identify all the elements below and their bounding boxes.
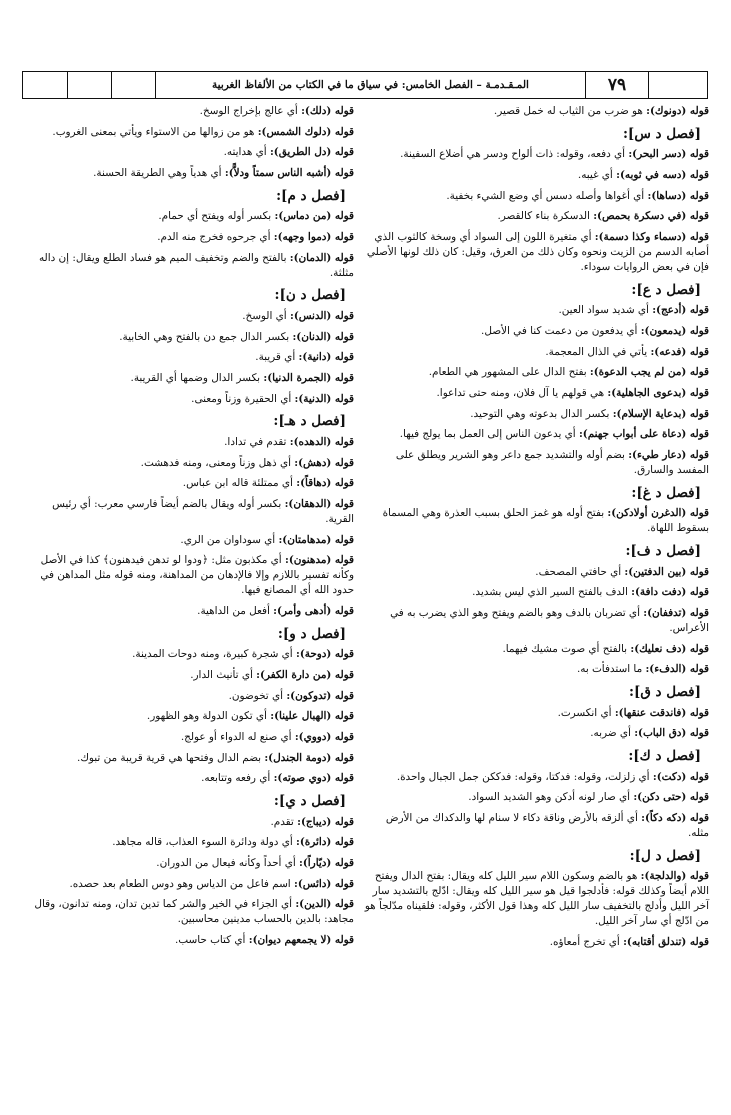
- glossary-entry: [21, 751, 354, 766]
- entry-term: قوله (دعاة على أبواب جهنم):: [578, 428, 709, 441]
- entry-definition: أي ذهل وزناً ومعنى، ومنه فدهشت.: [140, 456, 295, 469]
- entry-definition: اسم فاعل من الدياس وهو دوس الطعام بعد حصده.: [69, 877, 294, 890]
- glossary-entry: [364, 189, 709, 204]
- section-heading: [فصل د م]:: [276, 187, 346, 204]
- entry-term: قوله (دل الطريق):: [269, 146, 354, 159]
- header-cell-empty: [649, 72, 706, 98]
- entry-term: قوله (مدهامتان):: [278, 533, 354, 546]
- glossary-entry: [21, 877, 354, 892]
- entry-term: قوله (دوحة):: [296, 648, 354, 661]
- entry-definition: أي ضربه.: [590, 727, 635, 740]
- entry-definition: بفتح أوله هو غمز الحلق بسبب العذرة وهي المسماة بسقوط اللهاة.: [382, 507, 709, 535]
- glossary-entry: [21, 730, 354, 745]
- section-heading: [فصل د س]:: [622, 125, 701, 142]
- entry-definition: بضم الدال وفتحها هي قرية قريبة من تبوك.: [77, 751, 265, 764]
- glossary-entry: [364, 365, 709, 380]
- entry-term: قوله (فدعه):: [650, 345, 709, 358]
- entry-definition: أي دفعه، وقوله: ذات ألواح ودسر هي أضلاع السفينة.: [400, 148, 629, 161]
- entry-term: قوله (والدلجة):: [640, 870, 709, 883]
- entry-term: قوله (الدنس):: [289, 309, 354, 322]
- glossary-entry: [21, 476, 354, 491]
- glossary-entry: [21, 350, 354, 365]
- glossary-entry: [21, 104, 354, 119]
- glossary-entry: [21, 689, 354, 704]
- glossary-entry: [364, 726, 709, 741]
- entry-definition: أي تكون الدولة وهو الظهور.: [146, 710, 271, 723]
- glossary-entry: [364, 324, 709, 339]
- glossary-entry: [364, 147, 709, 162]
- entry-definition: بفتح الدال على المشهور هي الطعام.: [428, 366, 590, 379]
- glossary-entry: [21, 251, 354, 281]
- entry-definition: تقدم.: [270, 815, 298, 828]
- entry-term: قوله (الدغرن أولادكن):: [607, 507, 709, 520]
- entry-term: قوله (مدهنون):: [285, 554, 354, 567]
- entry-definition: أي دولة ودائرة السوء العذاب، قاله مجاهد.: [112, 836, 297, 849]
- header-cell-empty: [68, 72, 112, 98]
- entry-term: قوله (دعار طيء):: [628, 449, 709, 462]
- entry-term: قوله (دسر البحر):: [628, 148, 709, 161]
- glossary-entry: [21, 371, 354, 386]
- entry-definition: بضم أوله والتشديد جمع داعر وهو الشرير ويطلق على المفسد والسارق.: [395, 449, 709, 477]
- entry-definition: الدف بالفتح السير الذي ليس بشديد.: [472, 586, 632, 599]
- entry-definition: أي أغواها وأصله دسس أي وضع الشيء بخفية.: [446, 189, 648, 202]
- glossary-entry: [21, 533, 354, 548]
- glossary-entry: [21, 230, 354, 245]
- section-heading: [فصل د غ]:: [631, 484, 701, 501]
- glossary-entry: [364, 565, 709, 580]
- entry-definition: يأتي في الذال المعجمة.: [545, 345, 651, 358]
- glossary-entry: [21, 435, 354, 450]
- entry-term: قوله (الدهقان):: [284, 497, 354, 510]
- glossary-entry: [21, 309, 354, 324]
- entry-term: قوله (بين الدفتين):: [624, 565, 709, 578]
- entry-definition: أي تخرج أمعاؤه.: [549, 936, 624, 949]
- entry-term: قوله (دف نعليك):: [630, 642, 709, 655]
- glossary-entry: [21, 647, 354, 662]
- glossary-entry: [364, 448, 709, 478]
- header-cell-empty: [112, 72, 156, 98]
- entry-term: قوله (دومة الجندل):: [264, 751, 354, 764]
- entry-term: قوله (من دارة الكفر):: [256, 669, 354, 681]
- entry-term: قوله (الهبال علينا):: [270, 710, 354, 723]
- glossary-entry: [21, 815, 354, 830]
- entry-definition: أي شجرة كبيرة، ومنه دوحات المدينة.: [132, 648, 296, 661]
- glossary-entry: [364, 386, 709, 401]
- glossary-entry: [364, 407, 709, 422]
- section-heading: [فصل د ن]:: [274, 287, 346, 304]
- glossary-entry: [21, 668, 354, 683]
- entry-term: قوله (من لم يجب الدعوة):: [589, 366, 709, 379]
- entry-definition: أي جرحوه فخرج منه الدم.: [157, 230, 274, 243]
- section-heading: [فصل د ف]:: [625, 543, 701, 560]
- glossary-entry: [364, 642, 709, 657]
- entry-term: قوله (دسماء وكذا دسمة):: [594, 230, 709, 243]
- entry-definition: بكسر الدال وضمها أي القريبة.: [130, 371, 264, 384]
- entry-term: قوله (دفت دافة):: [631, 586, 709, 599]
- entry-term: قوله (دساها):: [647, 189, 709, 202]
- entry-term: قوله (أدعج):: [652, 304, 709, 317]
- entry-definition: بكسر أوله ويفتح أي حمام.: [158, 210, 275, 223]
- entry-definition: أي مكذبون مثل: ﴿ودوا لو تدهن فيدهنون﴾ كذا في الأصل وكأنه تفسير باللازم وإلا فالإدهان من المداهنة، ومنه قوله مثل المداهن في حدود الله أي المصانع فيها.: [40, 554, 354, 597]
- entry-definition: أي هدياً وهي الطريقة الحسنة.: [93, 167, 225, 180]
- entry-definition: أي رفعه وتتابعه.: [201, 772, 274, 785]
- entry-definition: أي غيبه.: [577, 168, 617, 181]
- glossary-entry: [21, 166, 354, 181]
- glossary-entry: [364, 790, 709, 805]
- entry-definition: أي ألزقه بالأرض وناقة دكاء لا سنام لها والدكداك من الأرض مثله.: [385, 811, 709, 839]
- glossary-entry: [21, 497, 354, 527]
- entry-term: قوله (من دماس):: [274, 210, 354, 223]
- left-column: [21, 104, 354, 954]
- entry-term: قوله (الدمان):: [289, 251, 354, 264]
- glossary-entry: [364, 209, 709, 224]
- entry-definition: أي تخوضون.: [228, 689, 287, 702]
- glossary-entry: [364, 506, 709, 536]
- glossary-entry: [21, 709, 354, 724]
- page-header: [22, 71, 708, 99]
- entry-term: قوله (دسه في ثوبه):: [616, 168, 709, 181]
- glossary-entry: [21, 856, 354, 871]
- entry-definition: هو ضرب من الثياب له خمل قصير.: [493, 105, 647, 117]
- entry-definition: أي الوسخ.: [242, 309, 290, 322]
- glossary-entry: [364, 811, 709, 841]
- glossary-entry: [21, 897, 354, 927]
- glossary-entry: [364, 585, 709, 600]
- section-heading: [فصل د ل]:: [629, 847, 701, 864]
- entry-definition: تقدم في تدادا.: [224, 435, 290, 448]
- entry-term: قوله (الدهده):: [289, 435, 354, 448]
- entry-definition: أي ممتلئة قاله ابن عباس.: [182, 477, 297, 490]
- entry-definition: أفعل من الداهية.: [197, 605, 274, 618]
- entry-term: قوله (الدنية):: [294, 392, 354, 405]
- glossary-entry: [21, 330, 354, 345]
- header-title: المـقـدمـة – الفصل الخامس: في سياق ما في الكتاب من الألفاظ الغربية: [156, 72, 586, 98]
- entry-term: قوله (دلك):: [301, 105, 354, 117]
- entry-term: قوله (أشبه الناس سمتاً ودلاًّ):: [224, 167, 354, 180]
- entry-definition: أي زلزلت، وقوله: فدكتا، وقوله: فدككن جمل الجبال واحدة.: [396, 770, 653, 783]
- header-cell-empty: [23, 72, 68, 98]
- entry-term: قوله (دكت):: [652, 770, 709, 783]
- glossary-entry: [364, 303, 709, 318]
- entry-definition: أي كتاب حاسب.: [174, 934, 249, 947]
- entry-definition: الدسكرة بناء كالقصر.: [497, 210, 594, 223]
- entry-term: قوله (دق الباب):: [634, 727, 709, 740]
- glossary-entry: [364, 606, 709, 636]
- glossary-entry: [21, 835, 354, 850]
- entry-term: قوله (دوي صوته):: [273, 772, 354, 785]
- section-heading: [فصل د ك]:: [628, 747, 701, 764]
- entry-term: قوله (دائس):: [293, 877, 354, 890]
- entry-definition: أي حافتي المصحف.: [535, 565, 625, 578]
- entry-term: قوله (دلوك الشمس):: [257, 125, 354, 138]
- entry-term: قوله (دانية):: [298, 351, 354, 364]
- entry-term: قوله (دهش):: [294, 456, 354, 469]
- right-column: [364, 104, 709, 956]
- glossary-entry: [364, 345, 709, 360]
- entry-definition: أي يدفعون من دعمت كنا في الأصل.: [481, 324, 641, 337]
- entry-definition: ما استدفأت به.: [576, 663, 646, 676]
- glossary-entry: [364, 770, 709, 785]
- glossary-entry: [364, 869, 709, 929]
- entry-definition: أي سوداوان من الري.: [180, 533, 279, 546]
- entry-definition: هو من زوالها من الاستواء ويأتي بمعنى الغروب.: [52, 125, 258, 138]
- entry-term: قوله (دموا وجهه):: [273, 230, 354, 243]
- entry-term: قوله (تدففان):: [643, 606, 709, 619]
- entry-term: قوله (حتى دكن):: [633, 791, 709, 804]
- section-heading: [فصل د ق]:: [628, 684, 701, 701]
- entry-term: قوله (لا يجمعهم ديوان):: [248, 934, 354, 947]
- glossary-entry: [364, 230, 709, 275]
- entry-definition: أي الجزاء في الخير والشر كما تدين تدان، ومنه تدانون، وقال مجاهد: بالدين بالحساب مدينين محاسبين.: [34, 898, 354, 926]
- entry-term: قوله (دهاقاً):: [296, 477, 354, 490]
- glossary-entry: [364, 168, 709, 183]
- entry-term: قوله (يدمعون):: [640, 324, 709, 337]
- entry-term: قوله (الدفء):: [645, 663, 709, 676]
- glossary-entry: [364, 662, 709, 677]
- entry-definition: أي هدايته.: [223, 146, 270, 159]
- entry-definition: أي صار لونه أدكن وهو الشديد السواد.: [468, 791, 634, 804]
- section-heading: [فصل د و]:: [277, 625, 346, 642]
- entry-term: قوله (بدعاية الإسلام):: [612, 407, 709, 420]
- entry-term: قوله (دكه دكاً):: [641, 811, 709, 824]
- section-heading: [فصل د ي]:: [273, 793, 346, 810]
- entry-term: قوله (الدنان):: [292, 330, 354, 343]
- entry-term: قوله (دووي):: [294, 731, 354, 744]
- glossary-entry: [21, 604, 354, 619]
- entry-definition: بكسر الدال جمع دن بالفتح وهي الخابية.: [119, 330, 293, 343]
- page-number: ٧٩: [586, 72, 649, 98]
- glossary-entry: [21, 456, 354, 471]
- entry-term: قوله (دونوك):: [646, 105, 709, 117]
- entry-term: قوله (ديّاراً):: [299, 856, 354, 869]
- glossary-entry: [21, 553, 354, 598]
- entry-definition: بكسر الدال بدعوته وهي التوحيد.: [470, 407, 613, 420]
- glossary-entry: [364, 104, 709, 119]
- entry-definition: أي انكسرت.: [557, 706, 615, 719]
- entry-definition: هو بالضم وسكون اللام سير الليل كله ويقال: بفتح الدال ويفتح اللام أيضاً وكذلك قوله: فأدلجوا قيل هو سير الليل كله ويقال: ادّلج بالتشديد سار آخر الليل وأدلج بالتخفيف سار الليل كله وهذا قول الأكثر، وقوله: فلقيناه مدّلجاً هو من ادّلج أي سار آخر الليل.: [364, 870, 709, 928]
- entry-definition: أي الحقيرة وزناً ومعنى.: [191, 392, 295, 405]
- entry-term: قوله (الدين):: [295, 898, 354, 911]
- entry-definition: بكسر أوله ويقال بالضم أيضاً فارسي معرب: أي رئيس القرية.: [52, 497, 354, 525]
- section-heading: [فصل د هـ]:: [273, 413, 346, 430]
- glossary-entry: [364, 706, 709, 721]
- entry-term: قوله (تندلق أقتابه):: [623, 936, 709, 949]
- entry-term: قوله (دائرة):: [296, 836, 354, 849]
- entry-term: قوله (بدعوى الجاهلية):: [607, 387, 709, 399]
- section-heading: [فصل د ع]:: [631, 281, 701, 298]
- entry-term: قوله (في دسكرة بحمص):: [593, 210, 709, 223]
- glossary-entry: [21, 145, 354, 160]
- glossary-entry: [21, 125, 354, 140]
- glossary-entry: [21, 209, 354, 224]
- entry-term: قوله (تدوكون):: [286, 689, 354, 702]
- entry-definition: أي متغيرة اللون إلى السواد أي وسخة كالثوب الذي أصابه الدسم من الزيت ونحوه وكان ذلك من العرق، وقيل: كان ذلك لونها الأصلي فإن في بعض الروايات سوداء.: [366, 230, 709, 274]
- entry-definition: أي تأنيث الدار.: [190, 669, 257, 681]
- entry-term: قوله (ديباج):: [297, 815, 354, 828]
- glossary-entry: [21, 771, 354, 786]
- glossary-entry: [21, 933, 354, 948]
- glossary-entry: [21, 392, 354, 407]
- entry-definition: أي قريبة.: [255, 351, 299, 364]
- entry-definition: أي أحداً وكأنه فيعال من الدوران.: [156, 856, 300, 869]
- entry-definition: أي يدعون الناس إلى العمل بما يولج فيها.: [399, 428, 579, 441]
- entry-definition: أي صنع له الدواء أو عولج.: [180, 731, 295, 744]
- entry-definition: هي قولهم يا آل فلان، ومنه حتى تداعوا.: [436, 387, 608, 399]
- entry-term: قوله (فاندقت عنقها):: [614, 706, 709, 719]
- entry-definition: أي عالج بإخراج الوسخ.: [199, 105, 302, 117]
- entry-term: قوله (الجمرة الدنيا):: [263, 371, 354, 384]
- glossary-entry: [364, 427, 709, 442]
- entry-term: قوله (أدهى وأمر):: [273, 605, 354, 618]
- entry-definition: أي شديد سواد العين.: [558, 304, 653, 317]
- entry-definition: بالفتح أي صوت مشيك فيهما.: [502, 642, 631, 655]
- entry-definition: بالفتح والضم وتخفيف الميم هو فساد الطلع ويقال: إن داله مثلثة.: [38, 251, 354, 279]
- entry-definition: أي تضربان بالدف وهو بالضم ويفتح وهو الذي يضرب به في الأعراس.: [390, 606, 709, 635]
- glossary-entry: [364, 935, 709, 950]
